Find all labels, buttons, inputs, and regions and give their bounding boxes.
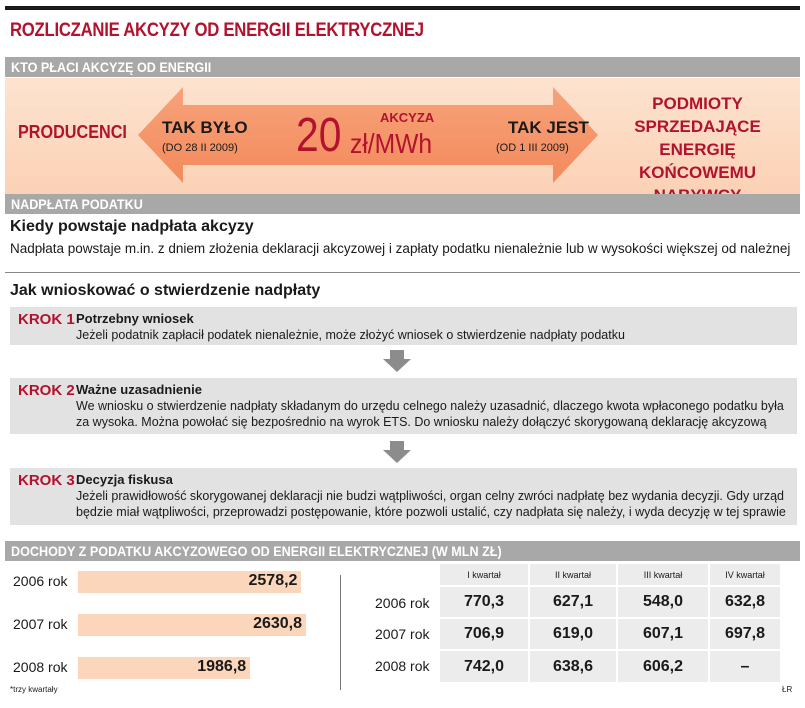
was-label: TAK BYŁO (162, 118, 248, 137)
table-cell: 548,0 (617, 586, 709, 618)
column-header: IV kwartał (709, 564, 781, 586)
table-cell: 697,8 (709, 618, 781, 650)
table-cell: – (709, 650, 781, 682)
arrow-down-icon (383, 441, 411, 463)
is-date: (OD 1 III 2009) (496, 142, 569, 154)
rate-label: AKCYZA (380, 110, 435, 125)
section-header-who-pays: KTO PŁACI AKCYZĘ OD ENERGII (5, 57, 800, 77)
bar-value-label: 2578,2 (248, 572, 298, 589)
column-header: III kwartał (617, 564, 709, 586)
table-cell: 706,9 (439, 618, 529, 650)
section-header-revenue: DOCHODY Z PODATKU AKCYZOWEGO OD ENERGII ELEKTRYCZNEJ (W MLN ZŁ) (5, 541, 800, 561)
step-title: Decyzja fiskusa (76, 472, 173, 487)
rate-value: 20 (296, 109, 342, 162)
row-year: 2007 rok (371, 618, 439, 650)
table-row (371, 618, 781, 650)
sellers-label: PODMIOTY SPRZEDAJĄCE ENERGIĘ KOŃCOWEMU (634, 94, 761, 182)
step-text: We wniosku o stwierdzenie nadpłaty składanym do urzędu celnego należy uzasadnić, dlaczego kwota wpłaconego podatku była za wysoka. Można powołać się bezpośrednio na wyrok ETS. Do wniosku należy dołączyć skorygowaną deklarację akcyzową (76, 399, 784, 429)
column-header: II kwartał (529, 564, 617, 586)
table-cell: 638,6 (529, 650, 617, 682)
step-label: KROK 3 (18, 472, 75, 489)
bar-category-label: 2007 rok (13, 616, 68, 632)
column-header: I kwartał (439, 564, 529, 586)
source-credit: ŁR (782, 685, 793, 694)
quarterly-revenue-table (371, 564, 782, 682)
table-cell: 742,0 (439, 650, 529, 682)
step-title: Ważne uzasadnienie (76, 382, 202, 397)
table-cell: 607,1 (617, 618, 709, 650)
is-label: TAK JEST (508, 118, 589, 137)
table-cell: 606,2 (617, 650, 709, 682)
answer-when: Nadpłata powstaje m.in. z dniem złożenia deklaracji akcyzowej i zapłaty podatku nienależnie lub w wysokości większej od należnej (10, 241, 791, 256)
step-1 (10, 307, 797, 345)
divider (5, 272, 800, 273)
step-title: Potrzebny wniosek (76, 311, 194, 326)
step-label: KROK 2 (18, 382, 75, 399)
question-how: Jak wnioskować o stwierdzenie nadpłaty (10, 282, 321, 299)
bar-value-label: 1986,8 (197, 658, 247, 675)
bar-category-label: 2006 rok (13, 573, 68, 589)
step-text: Jeżeli podatnik zapłacił podatek nienależnie, może złożyć wniosek o stwierdzenie nadpłaty podatku (76, 328, 625, 342)
table-corner (371, 564, 439, 586)
top-rule (5, 6, 800, 10)
bar-value-label: 2630,8 (253, 615, 302, 632)
table-row (371, 650, 781, 682)
step-3 (10, 468, 797, 525)
table-cell: 770,3 (439, 586, 529, 618)
question-when: Kiedy powstaje nadpłata akcyzy (10, 218, 254, 235)
was-date: (DO 28 II 2009) (162, 142, 238, 154)
producers-label: PRODUCENCI (18, 122, 127, 142)
row-year: 2006 rok (371, 586, 439, 618)
row-year: 2008 rok (371, 650, 439, 682)
table-cell: 627,1 (529, 586, 617, 618)
bar-category-label: 2008 rok (13, 659, 68, 675)
step-label: KROK 1 (18, 311, 75, 328)
step-2 (10, 378, 797, 434)
table-cell: 619,0 (529, 618, 617, 650)
table-cell: 632,8 (709, 586, 781, 618)
arrow-down-icon (383, 350, 411, 372)
rate-unit: zł/MWh (350, 128, 433, 159)
footnote: *trzy kwartały (10, 685, 58, 694)
page-title: ROZLICZANIE AKCYZY OD ENERGII ELEKTRYCZNEJ (10, 20, 424, 41)
step-text: Jeżeli prawidłowość skorygowanej deklaracji nie budzi wątpliwości, organ celny zwróci nadpłatę bez wydania decyzji. Gdy urząd będzie miał wątpliwości, przeprowadzi postępowanie, które pozwoli ustalić, czy nadpłata się należy, i wyda decyzję w tej sprawie (76, 489, 786, 519)
section-header-overpayment: NADPŁATA PODATKU (5, 194, 800, 214)
table-row (371, 586, 781, 618)
chart-axis (340, 575, 341, 690)
